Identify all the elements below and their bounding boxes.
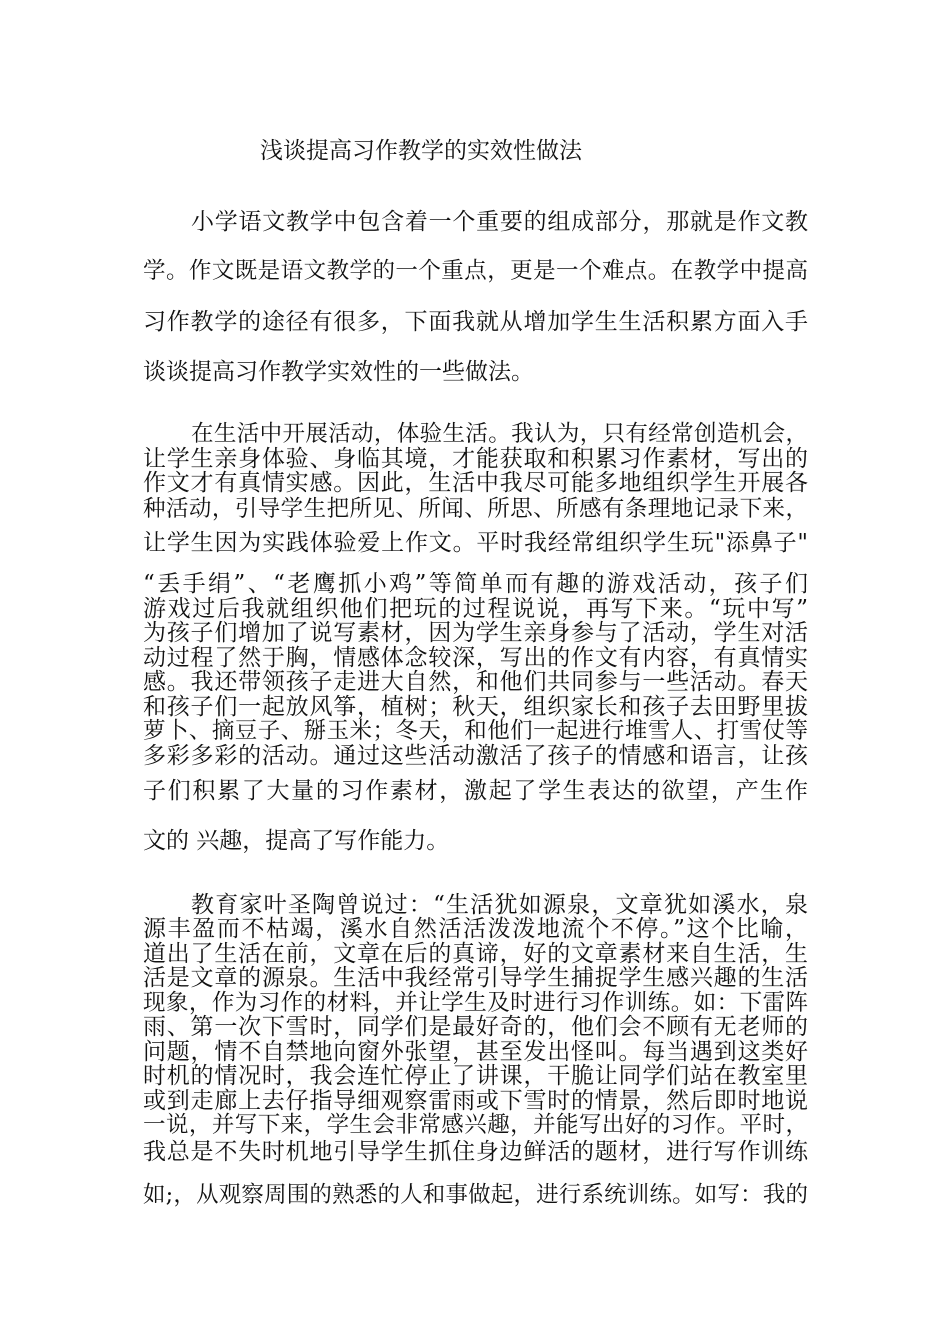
paragraph-2-line-3: 作文才有真情实感。因此，生活中我尽可能多地组织学生开展各 xyxy=(143,470,808,496)
paragraph-3-line-8: 时机的情况时，我会连忙停止了讲课，干脆让同学们站在教室里 xyxy=(143,1063,808,1089)
paragraph-1-line-2: 学。作文既是语文教学的一个重点，更是一个难点。在教学中提高 xyxy=(143,258,808,284)
paragraph-2-line-9: 动过程了然于胸，情感体念较深，写出的作文有内容，有真情实 xyxy=(143,645,808,671)
paragraph-2-line-8: 为孩子们增加了说写素材，因为学生亲身参与了活动，学生对活 xyxy=(143,620,808,646)
paragraph-2-line-1: 在生活中开展活动，体验生活。我认为，只有经常创造机会， xyxy=(191,421,808,447)
paragraph-2-line-4: 种活动，引导学生把所见、所闻、所思、所感有条理地记录下来， xyxy=(143,496,808,522)
paragraph-3-line-11: 我总是不失时机地引导学生抓住身边鲜活的题材，进行写作训练 xyxy=(143,1139,808,1165)
paragraph-2-line-15: 文的 兴趣，提高了写作能力。 xyxy=(143,828,450,854)
paragraph-3-line-9: 或到走廊上去仔指导细观察雷雨或下雪时的情景，然后即时地说 xyxy=(143,1088,808,1114)
paragraph-2-line-14: 子们积累了大量的习作素材，激起了学生表达的欲望，产生作 xyxy=(143,778,808,804)
paragraph-1-line-1: 小学语文教学中包含着一个重要的组成部分，那就是作文教 xyxy=(191,209,808,235)
paragraph-3-line-7: 问题，情不自禁地向窗外张望，甚至发出怪叫。每当遇到这类好 xyxy=(143,1039,808,1065)
paragraph-2-line-2: 让学生亲身体验、身临其境，才能获取和积累习作素材，写出的 xyxy=(143,446,808,472)
paragraph-2-line-11: 和孩子们一起放风筝，植树；秋天，组织家长和孩子去田野里拔 xyxy=(143,694,808,720)
paragraph-3-line-6: 雨、第一次下雪时，同学们是最好奇的，他们会不顾有无老师的 xyxy=(143,1014,808,1040)
paragraph-3-line-4: 活是文章的源泉。生活中我经常引导学生捕捉学生感兴趣的生活 xyxy=(143,965,808,991)
document-title: 浅谈提高习作教学的实效性做法 xyxy=(260,138,582,164)
paragraph-1-line-4: 谈谈提高习作教学实效性的一些做法。 xyxy=(143,359,534,385)
paragraph-2-line-5: 让学生因为实践体验爱上作文。平时我经常组织学生玩"添鼻子" xyxy=(143,530,808,556)
paragraph-2-line-12: 萝卜、摘豆子、掰玉米；冬天，和他们一起进行堆雪人、打雪仗等 xyxy=(143,718,808,744)
paragraph-2-line-10: 感。我还带领孩子走进大自然，和他们共同参与一些活动。春天 xyxy=(143,669,808,695)
paragraph-2-line-6: “丢手绢”、“老鹰抓小鸡”等简单而有趣的游戏活动，孩子们 xyxy=(143,571,808,597)
paragraph-3-line-2: 源丰盈而不枯竭，溪水自然活活泼泼地流个不停。”这个比喻， xyxy=(143,916,808,942)
paragraph-3-line-1: 教育家叶圣陶曾说过：“生活犹如源泉，文章犹如溪水，泉 xyxy=(191,892,808,918)
paragraph-3-line-5: 现象，作为习作的材料，并让学生及时进行习作训练。如：下雷阵 xyxy=(143,990,808,1016)
paragraph-3-line-12: 如;，从观察周围的熟悉的人和事做起，进行系统训练。如写：我的 xyxy=(143,1182,808,1208)
paragraph-1-line-3: 习作教学的途径有很多，下面我就从增加学生生活积累方面入手 xyxy=(143,309,808,335)
paragraph-3-line-10: 一说，并写下来，学生会非常感兴趣，并能写出好的习作。平时， xyxy=(143,1112,808,1138)
paragraph-2-line-7: 游戏过后我就组织他们把玩的过程说说，再写下来。“玩中写” xyxy=(143,596,808,622)
paragraph-2-line-13: 多彩多彩的活动。通过这些活动激活了孩子的情感和语言，让孩 xyxy=(143,743,808,769)
paragraph-3-line-3: 道出了生活在前，文章在后的真谛，好的文章素材来自生活，生 xyxy=(143,941,808,967)
